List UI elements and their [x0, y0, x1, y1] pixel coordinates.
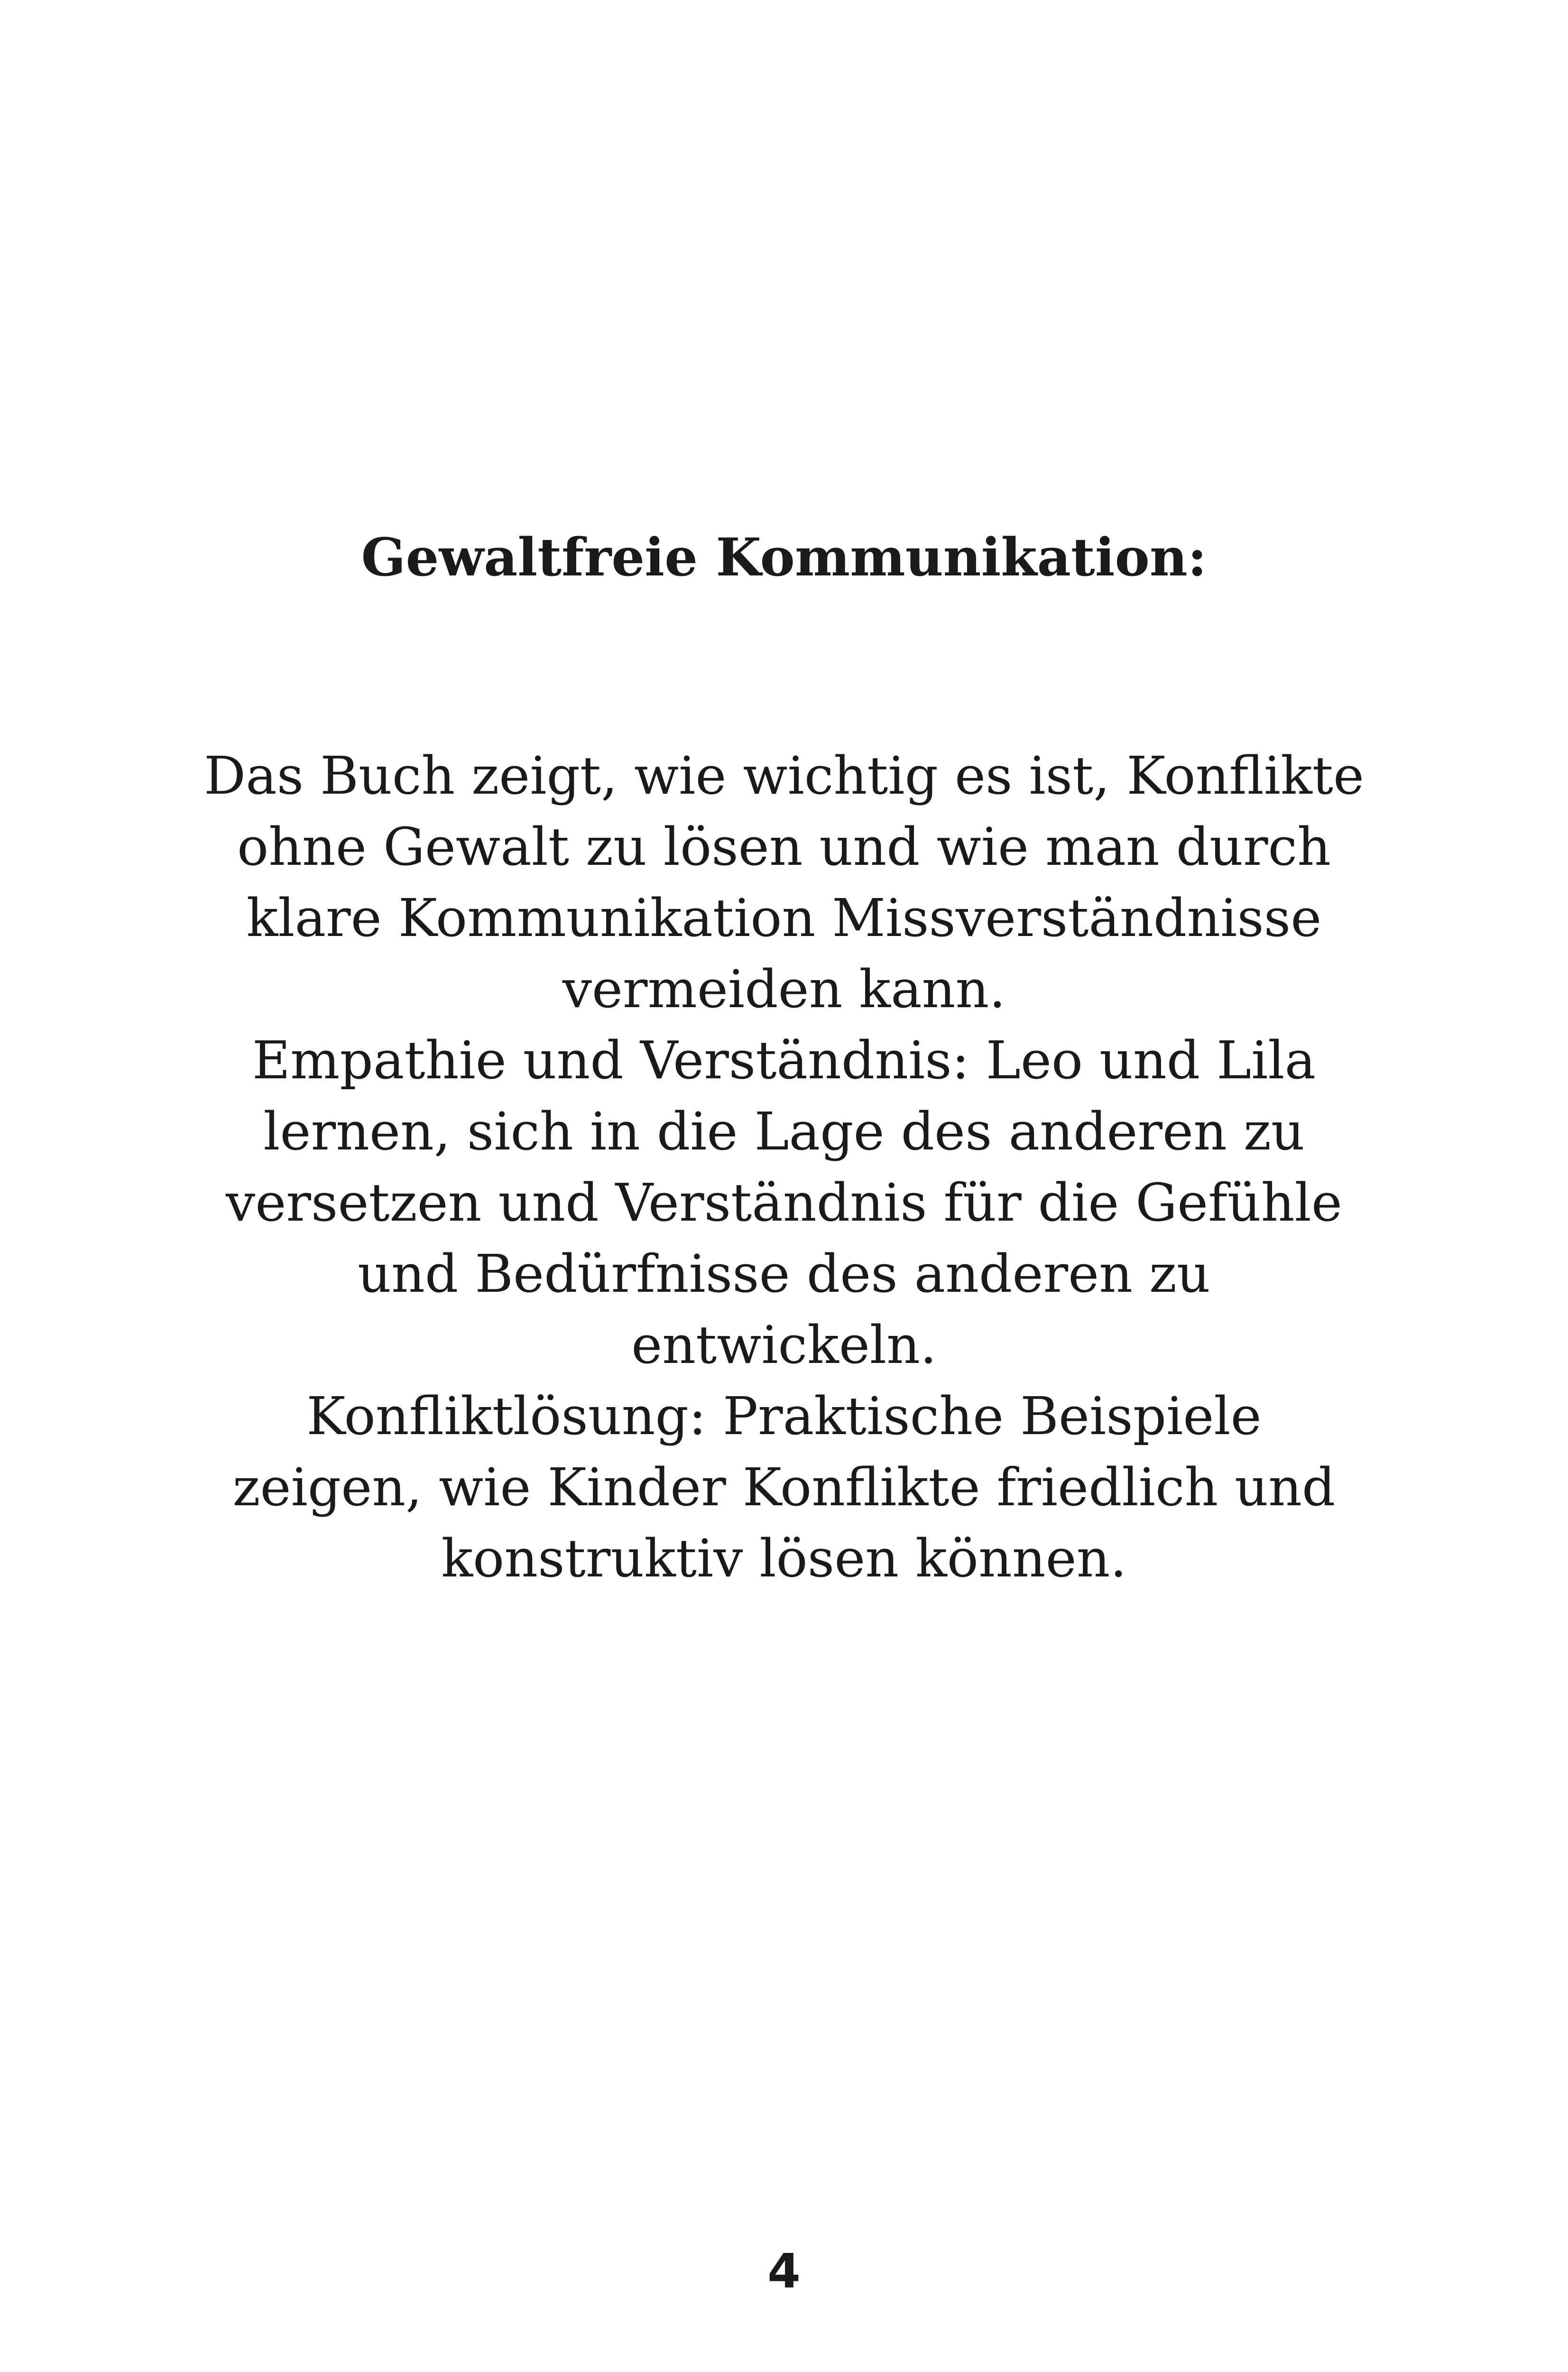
text-line: Empathie und Verständnis: Leo und Lila — [252, 1030, 1316, 1091]
body-paragraph — [180, 740, 1388, 1594]
text-line: Das Buch zeigt, wie wichtig es ist, Konflikte — [203, 745, 1365, 806]
text-line: versetzen und Verständnis für die Gefühle — [226, 1172, 1342, 1233]
text-line: zeigen, wie Kinder Konflikte friedlich und — [232, 1457, 1336, 1518]
text-line: klare Kommunikation Missverständnisse — [246, 888, 1322, 948]
text-line: entwickeln. — [631, 1315, 937, 1375]
text-line: Konfliktlösung: Praktische Beispiele — [306, 1386, 1262, 1446]
text-line: ohne Gewalt zu lösen und wie man durch — [237, 816, 1331, 877]
text-line: vermeiden kann. — [562, 959, 1006, 1019]
page-number: 4 — [767, 2243, 801, 2299]
text-line: und Bedürfnisse des anderen zu — [358, 1243, 1210, 1304]
text-line: konstruktiv lösen können. — [441, 1528, 1127, 1589]
text-line: lernen, sich in die Lage des anderen zu — [263, 1101, 1305, 1162]
section-heading: Gewaltfreie Kommunikation: — [361, 527, 1207, 588]
